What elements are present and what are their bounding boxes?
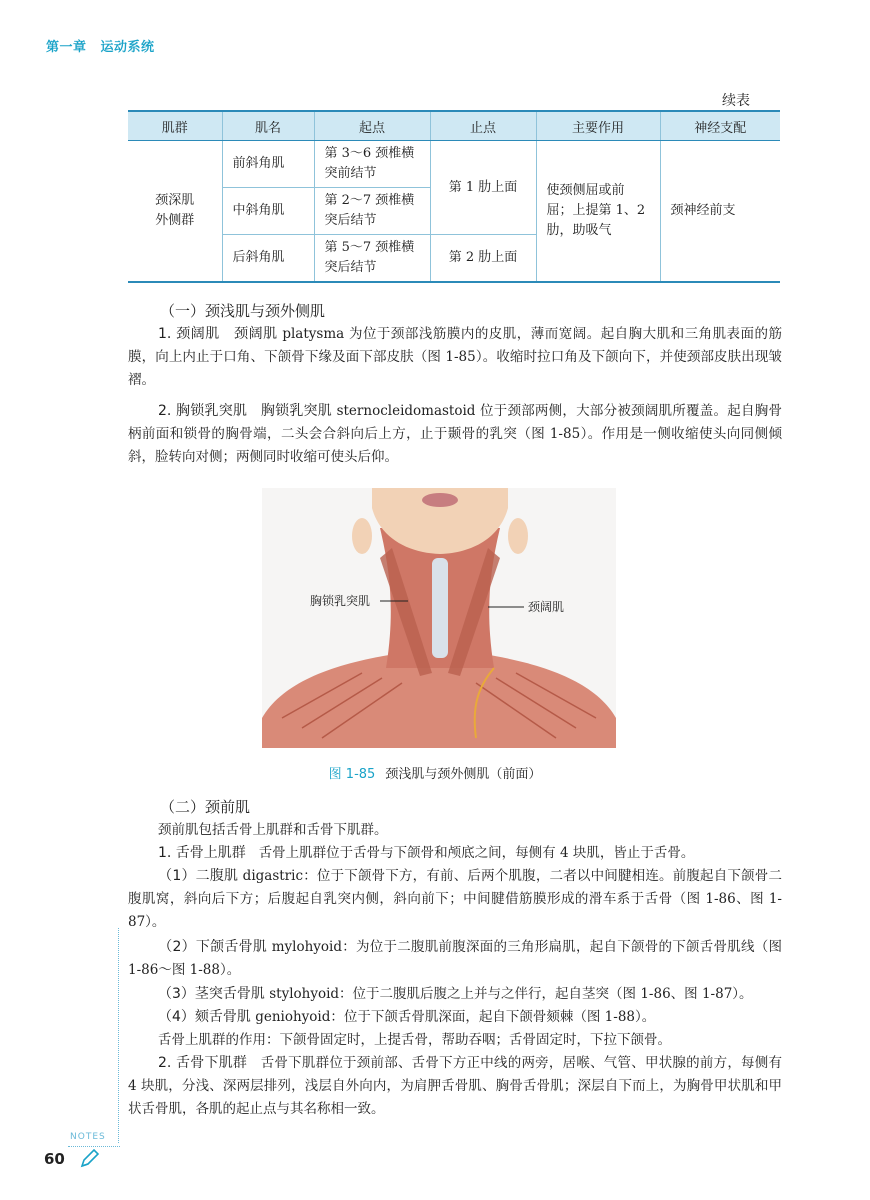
item-heading: （3）茎突舌骨肌 <box>158 986 265 1002</box>
table-header-row <box>128 111 780 141</box>
insertion-cell: 第 1 肋上面 <box>430 141 536 235</box>
item-heading: 2. 胸锁乳突肌 <box>158 403 248 419</box>
muscle-name-cell: 后斜角肌 <box>222 235 314 283</box>
chapter-number: 第一章 <box>46 40 87 55</box>
paragraph-text: 颈前肌包括舌骨上肌群和舌骨下肌群。 <box>158 822 388 838</box>
continued-label: 续表 <box>722 93 750 109</box>
item-heading: （1）二腹肌 <box>158 868 239 884</box>
item-heading: 2. 舌骨下肌群 <box>158 1055 248 1071</box>
figure-label-platysma: 颈阔肌 <box>528 600 565 614</box>
paragraph-text: mylohyoid：为位于二腹肌前腹深面的三角形扁肌，起自下颌骨的下颌舌骨肌线（图 1-86～图 1-88）。 <box>128 939 782 978</box>
paragraph-text: geniohyoid：位于下颌舌骨肌深面，起自下颌骨颏棘（图 1-88）。 <box>250 1009 656 1025</box>
chapter-heading <box>46 36 169 55</box>
action-cell: 使颈侧屈或前屈；上提第 1、2 肋，助吸气 <box>536 141 660 283</box>
page-header <box>0 0 870 62</box>
insertion-cell: 第 2 肋上面 <box>430 235 536 283</box>
paragraph-text: 舌骨上肌群位于舌骨与下颌骨和颅底之间，每侧有 4 块肌，皆止于舌骨。 <box>258 845 695 861</box>
col-header: 主要作用 <box>536 111 660 141</box>
paragraph-infrahyoid <box>128 1052 782 1121</box>
paragraph-geniohyoid <box>128 1006 782 1029</box>
paragraph-suprahyoid-action <box>128 1029 782 1052</box>
chapter-title: 运动系统 <box>100 40 155 55</box>
col-header: 肌群 <box>128 111 222 141</box>
pencil-icon <box>78 1148 100 1170</box>
figure-caption <box>0 763 870 782</box>
paragraph-intro <box>128 819 782 842</box>
col-header: 肌名 <box>222 111 314 141</box>
paragraph-text: 舌骨上肌群的作用：下颌骨固定时，上提舌骨，帮助吞咽；舌骨固定时，下拉下颌骨。 <box>158 1032 671 1048</box>
neck-muscle-illustration <box>262 488 616 748</box>
paragraph-suprahyoid <box>128 842 782 865</box>
origin-cell: 第 5～7 颈椎横突后结节 <box>314 235 430 283</box>
paragraph-mylohyoid <box>128 936 782 982</box>
paragraph-text: digastric：位于下颌骨下方，有前、后两个肌腹，二者以中间腱相连。前腹起自下颌骨二腹肌窝，斜向后下方；后腹起自乳突内侧，斜向前下；中间腱借筋膜形成的滑车系于舌骨（图 1-86、图 1-87）。 <box>128 868 782 930</box>
origin-cell: 第 3～6 颈椎横突前结节 <box>314 141 430 188</box>
paragraph-platysma <box>128 323 782 392</box>
muscle-name-cell: 前斜角肌 <box>222 141 314 188</box>
nerve-cell: 颈神经前支 <box>660 141 780 283</box>
item-heading: 1. 颈阔肌 <box>158 326 220 342</box>
paragraph-text: stylohyoid：位于二腹肌后腹之上并与之伴行，起自茎突（图 1-86、图 1-87）。 <box>264 986 753 1002</box>
notes-margin-line <box>118 928 119 1143</box>
paragraph-text: sternocleidomastoid 位于颈部两侧，大部分被颈阔肌所覆盖。起自胸骨柄前面和锁骨的胸骨端，二头会合斜向后上方，止于颞骨的乳突（图 1-85）。作用是一侧收缩使头向同侧倾斜，脸转向对侧；两侧同时收缩可使头后仰。 <box>128 403 782 465</box>
section-title: （一）颈浅肌与颈外侧肌 <box>160 302 326 320</box>
paragraph-text: platysma 为位于颈部浅筋膜内的皮肌，薄而宽阔。起自胸大肌和三角肌表面的筋膜，向上内止于口角、下颌骨下缘及面下部皮肤（图 1-85）。收缩时拉口角及下颌向下，并使颈部皮肤出现皱褶。 <box>128 326 783 388</box>
figure-caption-text: 颈浅肌与颈外侧肌（前面） <box>385 767 542 782</box>
paragraph-digastric <box>128 865 782 934</box>
notes-divider <box>68 1146 120 1147</box>
figure-label-scm: 胸锁乳突肌 <box>310 594 371 608</box>
col-header: 止点 <box>430 111 536 141</box>
figure-number: 图 1-85 <box>328 767 376 782</box>
paragraph-scm <box>128 400 782 469</box>
section-title: （二）颈前肌 <box>160 798 251 816</box>
item-heading: （4）颏舌骨肌 <box>158 1009 251 1025</box>
page-number: 60 <box>44 1150 65 1168</box>
item-heading: （2）下颌舌骨肌 <box>158 939 268 955</box>
col-header: 神经支配 <box>660 111 780 141</box>
col-header: 起点 <box>314 111 430 141</box>
notes-label: NOTES <box>70 1132 106 1142</box>
term: 颈阔肌 <box>234 326 278 342</box>
origin-cell: 第 2～7 颈椎横突后结节 <box>314 188 430 235</box>
muscle-table <box>128 110 780 283</box>
table-row <box>128 141 780 188</box>
paragraph-stylohyoid <box>128 983 782 1006</box>
paragraph-text: 舌骨下肌群位于颈前部、舌骨下方正中线的两旁，居喉、气管、甲状腺的前方，每侧有 4 块肌，分浅、深两层排列，浅层自外向内，为肩胛舌骨肌、胸骨舌骨肌；深层自下而上，为胸骨甲状肌和甲状舌骨肌，各肌的起止点与其名称相一致。 <box>128 1055 782 1117</box>
muscle-name-cell: 中斜角肌 <box>222 188 314 235</box>
item-heading: 1. 舌骨上肌群 <box>158 845 246 861</box>
muscle-group-cell: 颈深肌 外侧群 <box>128 141 222 283</box>
term: 胸锁乳突肌 <box>260 403 333 419</box>
